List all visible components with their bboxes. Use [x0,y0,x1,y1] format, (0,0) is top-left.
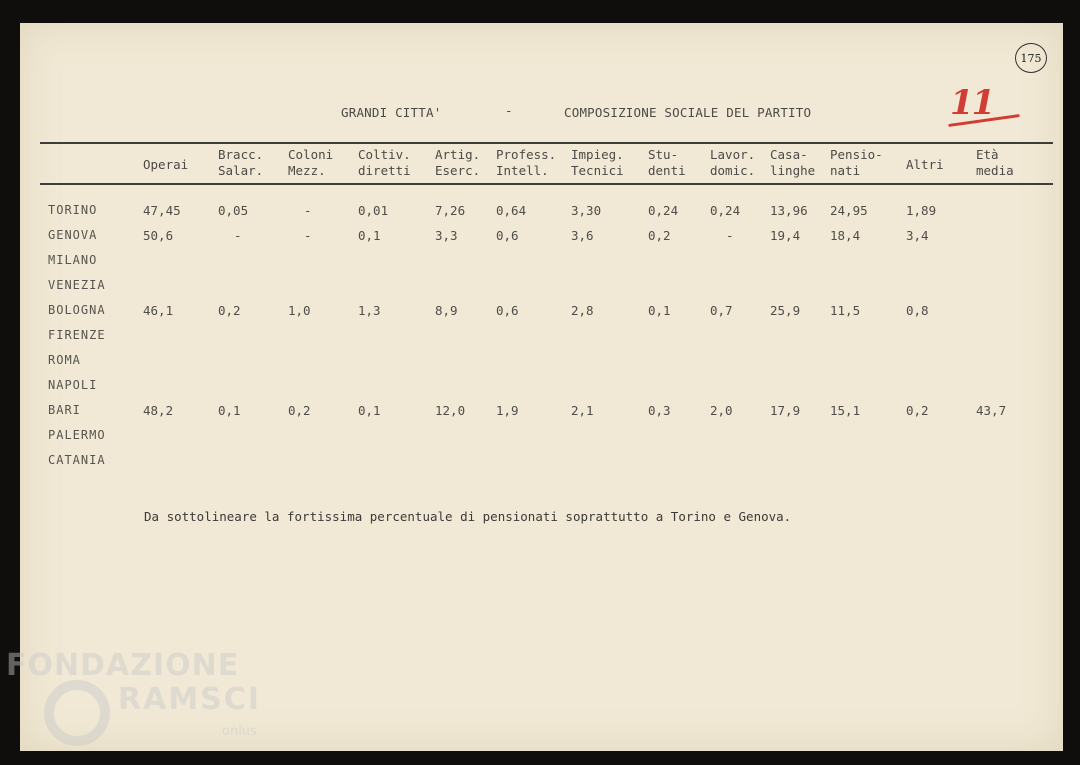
column-header: Artig. Eserc. [435,147,481,178]
red-handwritten-mark: 11 [950,83,994,123]
table-cell: 13,96 [770,203,808,218]
row-city-name: FIRENZE [48,328,106,342]
table-cell: 0,2 [648,228,671,243]
table-cell: 46,1 [143,303,174,318]
table-cell: 17,9 [770,403,801,418]
table-cell: 0,2 [288,403,311,418]
table-cell: 0,1 [358,403,381,418]
table-cell: 0,6 [496,228,519,243]
column-header: Pensio- nati [830,147,883,178]
table-cell: 47,45 [143,203,181,218]
table-cell: 0,1 [358,228,381,243]
table-cell: 43,7 [976,403,1007,418]
table-cell: 0,6 [496,303,519,318]
column-header: Bracc. Salar. [218,147,264,178]
table-cell: - [304,228,312,243]
row-city-name: MILANO [48,253,98,267]
column-header: Profess. Intell. [496,147,557,178]
column-header: Coloni Mezz. [288,147,334,178]
table-cell: 0,24 [648,203,679,218]
table-cell: 50,6 [143,228,174,243]
table-cell: 7,26 [435,203,466,218]
row-city-name: VENEZIA [48,278,106,292]
table-top-rule [40,142,1053,144]
footnote: Da sottolineare la fortissima percentuale di pensionati soprattutto a Torino e Genova. [144,509,792,524]
table-cell: 0,05 [218,203,249,218]
table-cell: - [304,203,312,218]
table-cell: 0,2 [218,303,241,318]
watermark-text-line1: FONDAZIONE [6,648,240,683]
table-cell: 0,24 [710,203,741,218]
row-city-name: BOLOGNA [48,303,106,317]
page-number: 175 [1015,43,1047,73]
column-header: Lavor. domic. [710,147,756,178]
table-cell: 48,2 [143,403,174,418]
row-city-name: TORINO [48,203,98,217]
table-cell: 15,1 [830,403,861,418]
watermark-text-line3: onlus [222,724,257,739]
row-city-name: PALERMO [48,428,106,442]
table-cell: 0,2 [906,403,929,418]
table-cell: 2,0 [710,403,733,418]
table-cell: 18,4 [830,228,861,243]
table-cell: - [234,228,242,243]
row-city-name: NAPOLI [48,378,98,392]
table-cell: 3,30 [571,203,602,218]
table-cell: 1,0 [288,303,311,318]
column-header: Coltiv. diretti [358,147,411,178]
table-cell: 1,9 [496,403,519,418]
row-city-name: BARI [48,403,81,417]
title-dash: - [505,103,513,118]
watermark-g-logo-icon [44,680,110,746]
column-header: Età media [976,147,1014,178]
table-cell: 1,89 [906,203,937,218]
table-cell: 12,0 [435,403,466,418]
table-cell: 25,9 [770,303,801,318]
table-cell: 0,1 [218,403,241,418]
title-right: COMPOSIZIONE SOCIALE DEL PARTITO [564,105,812,120]
table-cell: 1,3 [358,303,381,318]
table-cell: 0,7 [710,303,733,318]
column-header: Stu- denti [648,147,686,178]
row-city-name: ROMA [48,353,81,367]
table-cell: 3,3 [435,228,458,243]
table-cell: 3,4 [906,228,929,243]
document-page [20,23,1063,751]
table-cell: 8,9 [435,303,458,318]
watermark-text-line2: RAMSCI [118,682,261,717]
row-city-name: GENOVA [48,228,98,242]
table-cell: 0,1 [648,303,671,318]
table-cell: 2,8 [571,303,594,318]
column-header: Impieg. Tecnici [571,147,624,178]
title-left: GRANDI CITTA' [341,105,442,120]
table-cell: 0,01 [358,203,389,218]
column-header: Casa- linghe [770,147,816,178]
table-header-rule [40,183,1053,185]
table-cell: 24,95 [830,203,868,218]
table-cell: 19,4 [770,228,801,243]
table-cell: 2,1 [571,403,594,418]
row-city-name: CATANIA [48,453,106,467]
table-cell: - [726,228,734,243]
column-header: Operai [143,157,189,172]
table-cell: 11,5 [830,303,861,318]
table-cell: 3,6 [571,228,594,243]
column-header: Altri [906,157,944,172]
table-cell: 0,3 [648,403,671,418]
table-cell: 0,8 [906,303,929,318]
table-cell: 0,64 [496,203,527,218]
